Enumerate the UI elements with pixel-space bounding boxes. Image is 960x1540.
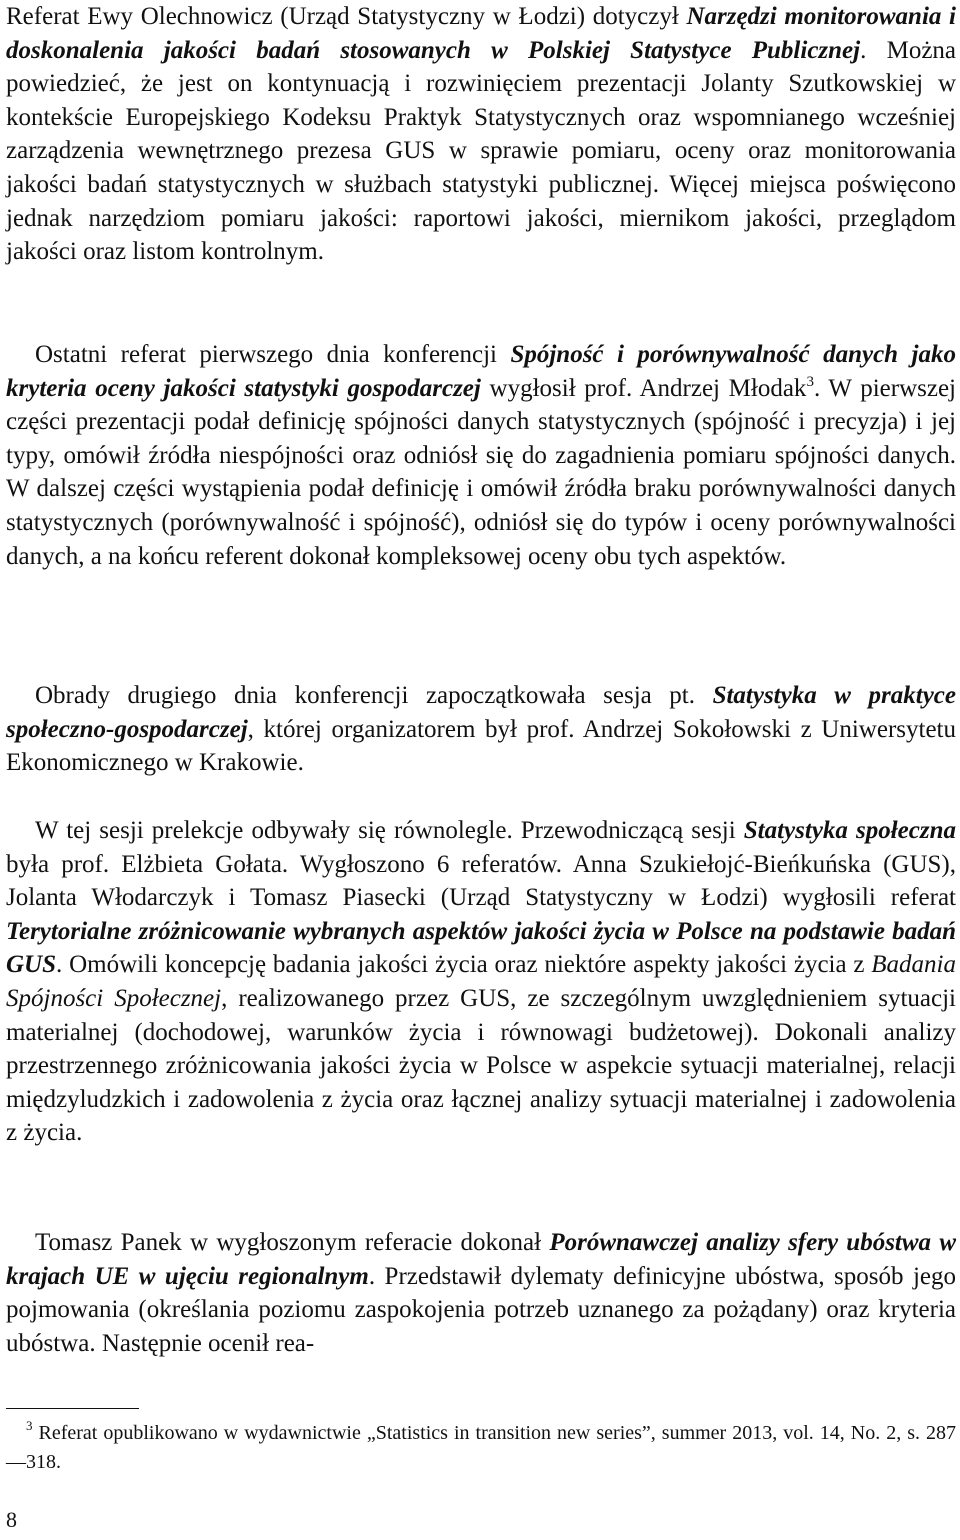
footnote-separator [6,1408,139,1409]
survey-name: Badania Spójności Społecznej [6,951,956,1012]
text-run: W tej sesji prelekcje odbywały się równolegle. Przewodniczącą sesji [35,817,744,844]
referat-title: Spójność i porównywalność danych jako kryteria oceny jakości statystyki gospodarczej [6,341,956,402]
page-number: 8 [6,1507,17,1532]
session-title: Statystyka w praktyce społeczno-gospodarczej [6,682,956,743]
paragraph-second-day [6,679,956,780]
paragraph-panek [6,1226,956,1360]
paragraph-olechnowicz [6,0,956,269]
text-run: , której organizatorem był prof. Andrzej Sokołowski z Uniwersytetu Ekonomicznego w Krakowie. [6,715,956,777]
text-run: . Można powiedzieć, że jest on kontynuacją i rozwinięciem prezentacji Jolanty Szutkowskiej w kontekście Europejskiego Kodeksu Praktyk Statystycznych oraz wspomnianego wcześniej zarządzenia wewnętrznego prezesa GUS w sprawie pomiaru, oceny oraz monitorowania jakości badań statystycznych w służbach statystyki publicznej. Więcej miejsca poświęcono jednak narzędziom pomiaru jakości: raportowi jakości, miernikom jakości, przeglądom jakości oraz listom kontrolnym. [6,36,957,266]
text-run: była prof. Elżbieta Gołata. Wygłoszono 6 referatów. Anna Szukiełojć-Bieńkuńska (GUS), Jolanta Włodarczyk i Tomasz Piasecki (Urząd Statystyczny w Łodzi) wygłosili referat [6,850,956,912]
referat-title: Narzędzi monitorowania i doskonalenia jakości badań stosowanych w Polskiej Statystyce Publicznej [6,3,956,64]
text-run: . Omówili koncepcję badania jakości życia oraz niektóre aspekty jakości życia z [56,951,872,979]
paragraph-mlodak [6,338,956,573]
paragraph-social-statistics-session [6,814,956,1150]
text-run: , realizowanego przez GUS, ze szczególnym uwzględnieniem sytuacji materialnej (dochodowej, warunków życia i równowagi budżetowej). Dokonali analizy przestrzennego zróżnicowania jakości życia w Polsce w aspekcie sytuacji materialnej, relacji międzyludzkich i zadowolenia z życia oraz łącznej analizy sytuacji materialnej i zadowolenia z życia. [6,984,956,1147]
session-name: Statystyka społeczna [743,817,957,844]
referat-title: Terytorialne zróżnicowanie wybranych aspektów jakości życia w Polsce na podstawie badań GUS [6,917,956,979]
text-run: . W pierwszej części prezentacji podał definicję spójności danych statystycznych (spójność i precyzja) i jej typy, omówił źródła niespójności oraz odniósł się do zagadnienia pomiaru spójności danych. W dalszej części wystąpienia podał definicję i omówił źródła braku porównywalności danych statystycznych (porównywalność i spójność), odniósł się do typów i oceny porównywalności danych, a na końcu referent dokonał kompleksowej oceny obu tych aspektów. [6,374,956,570]
footnote [6,1419,956,1477]
footnote-number: 3 [26,1418,33,1433]
text-run: Obrady drugiego dnia konferencji zapoczątkowała sesja pt. [35,682,713,709]
text-run: Referat Ewy Olechnowicz (Urząd Statystyczny w Łodzi) dotyczył [6,3,687,30]
text-run: . Przedstawił dylematy definicyjne ubóstwa, sposób jego pojmowania (określania poziomu zaspokojenia potrzeb uznanego za pożądany) oraz kryteria ubóstwa. Następnie ocenił rea- [6,1262,956,1357]
referat-title: Porównawczej analizy sfery ubóstwa w krajach UE w ujęciu regionalnym [6,1229,956,1290]
footnote-reference: 3 [806,373,814,390]
text-run: wygłosił prof. Andrzej Młodak [480,374,807,402]
footnote-text: Referat opublikowano w wydawnictwie „Statistics in transition new series”, summer 2013, vol. 14, No. 2, s. 287—318. [6,1422,956,1473]
text-run: Ostatni referat pierwszego dnia konferencji [35,341,511,368]
text-run: Tomasz Panek w wygłoszonym referacie dokonał [35,1229,550,1256]
